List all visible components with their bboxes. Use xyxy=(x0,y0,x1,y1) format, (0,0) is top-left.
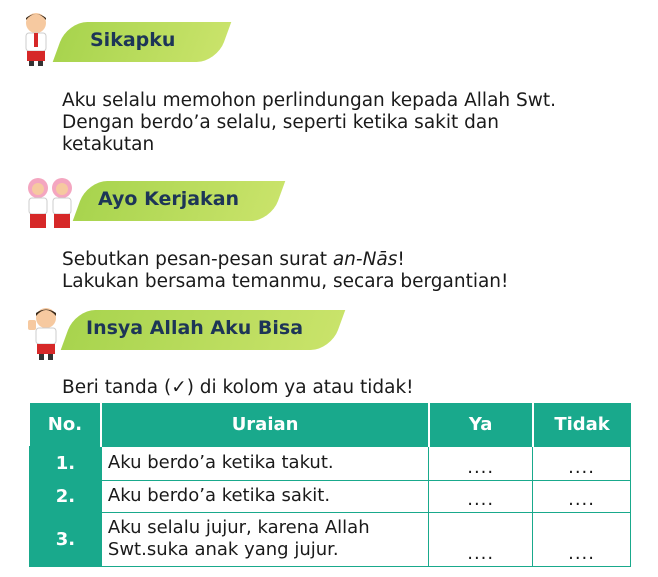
two-girl-students-icon xyxy=(24,174,76,230)
text-line: Aku selalu memohon perlindungan kepada Allah Swt. xyxy=(62,90,557,111)
tidak-answer-cell[interactable]: .... xyxy=(533,512,631,566)
boy-student-icon xyxy=(18,10,54,66)
instruction-text: Beri tanda (✓) di kolom ya atau tidak! xyxy=(62,377,414,398)
description-line: Swt.suka anak yang jujur. xyxy=(107,539,339,560)
row-description: Aku berdo’a ketika takut. xyxy=(101,446,428,480)
table-header-row xyxy=(30,403,631,446)
table-row xyxy=(30,446,631,480)
header-tidak: Tidak xyxy=(533,403,631,446)
table-row xyxy=(30,480,631,512)
header-uraian: Uraian xyxy=(101,403,428,446)
row-number: 2. xyxy=(30,480,102,512)
ya-answer-cell[interactable]: .... xyxy=(429,512,533,566)
text-line xyxy=(62,249,508,271)
section-banner-ayo-kerjakan xyxy=(80,181,278,221)
text-line: ketakutan xyxy=(62,134,155,155)
text-segment: ! xyxy=(397,249,405,270)
section-title: Ayo Kerjakan xyxy=(98,188,240,210)
section-banner-insya-allah xyxy=(68,310,338,350)
self-assessment-table xyxy=(29,403,631,567)
description-line: Aku selalu jujur, karena Allah xyxy=(107,517,370,538)
boy-thumbs-up-icon xyxy=(26,306,62,360)
header-ya: Ya xyxy=(429,403,533,446)
tidak-answer-cell[interactable]: .... xyxy=(533,446,631,480)
ayo-kerjakan-paragraph xyxy=(62,249,508,293)
surah-name: an-Nās xyxy=(332,249,398,270)
row-number: 3. xyxy=(30,512,102,566)
header-no: No. xyxy=(30,403,102,446)
tidak-answer-cell[interactable]: .... xyxy=(533,480,631,512)
ya-answer-cell[interactable]: .... xyxy=(429,446,533,480)
table-row xyxy=(30,512,631,566)
text-line: Lakukan bersama temanmu, secara bergantian! xyxy=(62,271,509,292)
section-title: Insya Allah Aku Bisa xyxy=(86,317,304,339)
row-description xyxy=(101,512,428,566)
row-number: 1. xyxy=(30,446,102,480)
text-line: Dengan berdo’a selalu, seperti ketika sakit dan xyxy=(62,112,499,133)
row-description: Aku berdo’a ketika sakit. xyxy=(101,480,428,512)
sikapku-paragraph xyxy=(62,90,556,156)
section-title: Sikapku xyxy=(90,29,176,51)
ya-answer-cell[interactable]: .... xyxy=(429,480,533,512)
text-segment: Sebutkan pesan-pesan surat xyxy=(62,249,333,270)
section-banner-sikapku xyxy=(60,22,224,62)
